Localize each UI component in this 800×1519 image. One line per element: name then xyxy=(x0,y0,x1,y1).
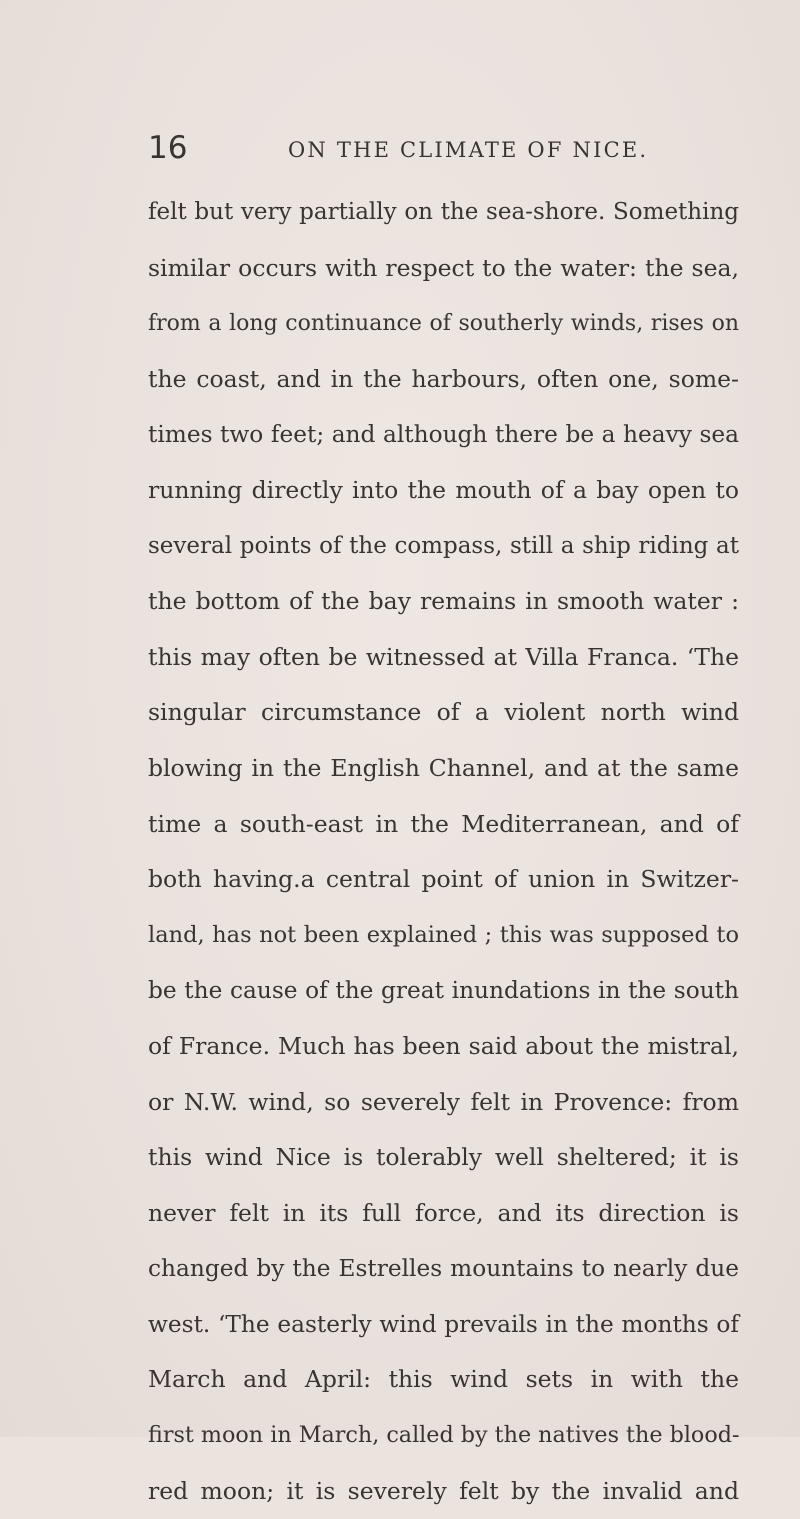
text-line: land, has not been explained ; this was supposed to xyxy=(148,921,739,948)
text-line: never felt in its full force, and its direction is xyxy=(148,1198,739,1227)
text-line: several points of the compass, still a ship riding at xyxy=(148,532,739,559)
text-line: felt but very partially on the sea-shore. Something xyxy=(148,199,739,225)
text-line: the bottom of the bay remains in smooth water : xyxy=(148,587,739,616)
text-line: of France. Much has been said about the mistral, xyxy=(148,1031,739,1060)
body-text xyxy=(148,185,739,1519)
text-line: singular circumstance of a violent north wind xyxy=(148,698,739,727)
text-line: time a south-east in the Mediterranean, and of xyxy=(148,809,739,838)
text-line: this wind Nice is tolerably well sheltered; it is xyxy=(148,1143,739,1172)
page-number: 16 xyxy=(148,130,188,166)
text-line: from a long continuance of southerly winds, rises on xyxy=(148,311,739,337)
text-line: this may often be witnessed at Villa Franca. ‘The xyxy=(148,642,739,671)
text-line: west. ‘The easterly wind prevails in the months of xyxy=(148,1310,739,1338)
page-header xyxy=(148,128,738,168)
text-line: both having.a central point of union in Switzer- xyxy=(148,865,739,894)
text-line: red moon; it is severely felt by the invalid and xyxy=(148,1476,739,1505)
text-line: changed by the Estrelles mountains to nearly due xyxy=(148,1255,739,1283)
text-line: first moon in March, called by the natives the blood- xyxy=(148,1422,740,1449)
text-line: the coast, and in the harbours, often one, some- xyxy=(148,364,739,393)
running-head: ON THE CLIMATE OF NICE. xyxy=(288,138,649,162)
text-line: or N.W. wind, so severely felt in Provence: from xyxy=(148,1087,739,1116)
text-line: blowing in the English Channel, and at the same xyxy=(148,753,739,782)
text-line: similar occurs with respect to the water: the sea, xyxy=(148,253,739,282)
text-line: times two feet; and although there be a heavy sea xyxy=(148,421,739,449)
text-line: running directly into the mouth of a bay open to xyxy=(148,475,739,504)
text-line: be the cause of the great inundations in the south xyxy=(148,977,739,1005)
text-line: March and April: this wind sets in with the xyxy=(148,1365,739,1394)
